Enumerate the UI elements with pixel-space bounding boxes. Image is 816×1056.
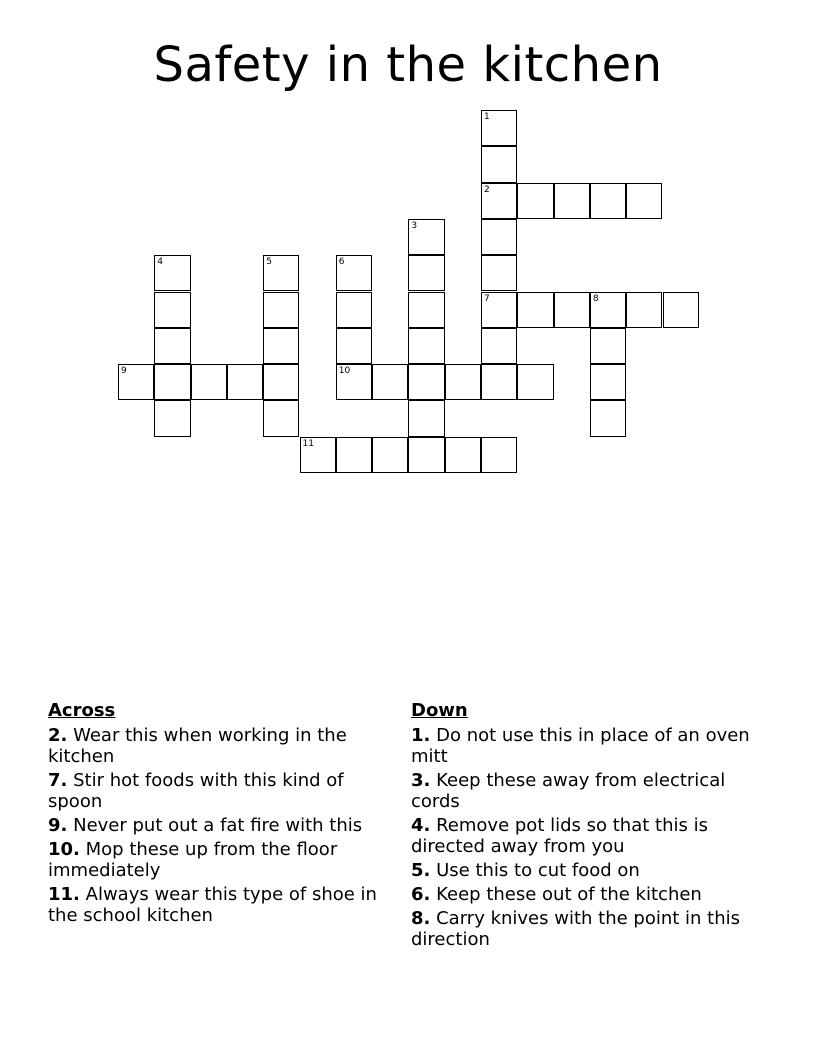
clue-text: Carry knives with the point in this direction (411, 908, 740, 950)
cell-number: 4 (157, 257, 164, 268)
cell-number: 9 (121, 366, 127, 377)
across-clue (48, 815, 388, 836)
down-heading: Down (411, 700, 468, 721)
crossword-cell[interactable] (481, 437, 517, 473)
clue-number: 8. (411, 908, 431, 929)
crossword-cell[interactable] (554, 183, 590, 219)
crossword-cell[interactable] (663, 292, 699, 328)
cell-number: 8 (592, 293, 599, 304)
clue-text: Always wear this type of shoe in the school kitchen (48, 884, 377, 926)
crossword-cell[interactable] (154, 328, 190, 364)
crossword-cell[interactable] (263, 400, 299, 436)
clue-text: Wear this when working in the kitchen (48, 725, 347, 767)
crossword-cell[interactable] (408, 400, 444, 436)
crossword-cell[interactable] (154, 400, 190, 436)
crossword-cell[interactable] (408, 255, 444, 291)
cell-number: 3 (411, 220, 418, 231)
crossword-cell[interactable] (408, 364, 444, 400)
crossword-cell[interactable] (554, 292, 590, 328)
crossword-cell[interactable] (481, 183, 517, 219)
crossword-cell[interactable] (481, 146, 517, 182)
cell-number: 1 (484, 112, 490, 122)
crossword-cell[interactable] (191, 364, 227, 400)
down-clue (411, 770, 751, 812)
crossword-cell[interactable] (154, 364, 190, 400)
clue-text: Do not use this in place of an oven mitt (411, 725, 750, 767)
clue-text: Never put out a fat fire with this (73, 815, 363, 836)
clue-number: 6. (411, 884, 431, 905)
across-clue (48, 770, 388, 812)
crossword-cell[interactable] (517, 183, 553, 219)
across-heading: Across (48, 700, 116, 721)
crossword-cell[interactable] (336, 437, 372, 473)
crossword-cell[interactable] (408, 437, 444, 473)
crossword-cell[interactable] (445, 437, 481, 473)
crossword-cell[interactable] (336, 364, 372, 400)
clue-number: 11. (48, 884, 80, 905)
crossword-cell[interactable] (517, 364, 553, 400)
crossword-cell[interactable] (590, 400, 626, 436)
cell-number: 11 (302, 438, 314, 449)
across-clue (48, 725, 388, 767)
down-clue (411, 908, 751, 950)
crossword-cell[interactable] (481, 219, 517, 255)
clue-text: Stir hot foods with this kind of spoon (48, 770, 344, 812)
across-clue (48, 884, 388, 926)
clue-number: 4. (411, 815, 431, 836)
clue-number: 5. (411, 860, 431, 881)
clue-number: 9. (48, 815, 68, 836)
crossword-cell[interactable] (372, 437, 408, 473)
crossword-cell[interactable] (590, 292, 626, 328)
crossword-cell[interactable] (481, 255, 517, 291)
crossword-cell[interactable] (263, 328, 299, 364)
crossword-cell[interactable] (263, 292, 299, 328)
crossword-cell[interactable] (154, 255, 190, 291)
crossword-cell[interactable] (408, 219, 444, 255)
crossword-cell[interactable] (227, 364, 263, 400)
down-clue (411, 815, 751, 857)
crossword-cell[interactable] (336, 292, 372, 328)
cell-number: 10 (338, 366, 351, 377)
crossword-cell[interactable] (336, 255, 372, 291)
cell-number: 6 (338, 257, 345, 268)
crossword-cell[interactable] (154, 292, 190, 328)
crossword-cell[interactable] (263, 364, 299, 400)
crossword-cell[interactable] (481, 364, 517, 400)
crossword-cell[interactable] (263, 255, 299, 291)
crossword-cell[interactable] (408, 328, 444, 364)
cell-number: 5 (266, 257, 272, 268)
clue-number: 10. (48, 839, 80, 860)
crossword-cell[interactable] (118, 364, 154, 400)
clue-text: Mop these up from the floor immediately (48, 839, 338, 881)
crossword-cell[interactable] (590, 183, 626, 219)
clue-number: 3. (411, 770, 431, 791)
crossword-cell[interactable] (445, 364, 481, 400)
clue-text: Keep these out of the kitchen (436, 884, 702, 905)
clue-number: 7. (48, 770, 68, 791)
clue-text: Remove pot lids so that this is directed away from you (411, 815, 708, 857)
crossword-cell[interactable] (517, 292, 553, 328)
crossword-cell[interactable] (590, 328, 626, 364)
down-clue (411, 860, 751, 881)
down-clue (411, 725, 751, 767)
page-title: Safety in the kitchen (153, 37, 663, 93)
across-clues (48, 700, 388, 929)
cell-number: 2 (484, 184, 490, 195)
clue-number: 1. (411, 725, 431, 746)
crossword-cell[interactable] (481, 292, 517, 328)
crossword-cell[interactable] (372, 364, 408, 400)
crossword-cell[interactable] (408, 292, 444, 328)
cell-number: 7 (484, 293, 490, 304)
clue-text: Use this to cut food on (436, 860, 640, 881)
crossword-cell[interactable] (626, 292, 662, 328)
crossword-cell[interactable] (481, 110, 517, 146)
clue-text: Keep these away from electrical cords (411, 770, 726, 812)
crossword-cell[interactable] (590, 364, 626, 400)
crossword-cell[interactable] (336, 328, 372, 364)
down-clue (411, 884, 751, 905)
crossword-cell[interactable] (626, 183, 662, 219)
clue-number: 2. (48, 725, 68, 746)
crossword-cell[interactable] (300, 437, 336, 473)
crossword-cell[interactable] (481, 328, 517, 364)
across-clue (48, 839, 388, 881)
down-clues (411, 700, 751, 953)
